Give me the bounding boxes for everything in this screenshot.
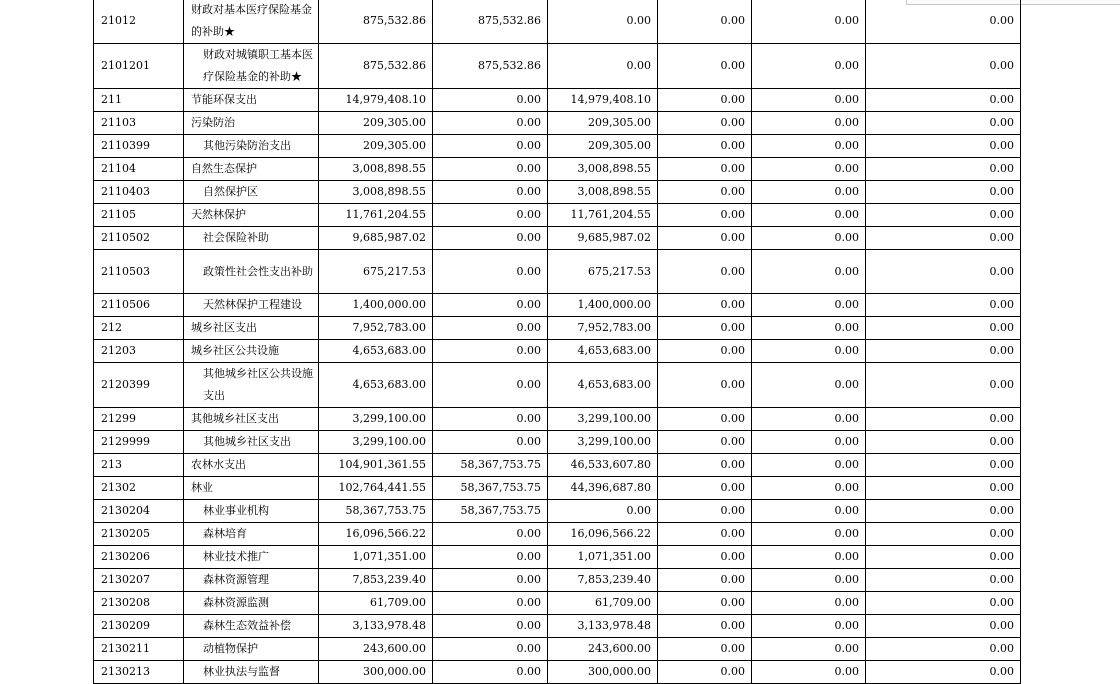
- cell-amount: 44,396,687.80: [548, 477, 658, 500]
- table-row: [94, 477, 1021, 500]
- cell-amount: 0.00: [866, 250, 1021, 294]
- table-row: [94, 250, 1021, 294]
- cell-amount: 0.00: [658, 204, 752, 227]
- cell-amount: 0.00: [752, 158, 866, 181]
- cell-code: 2110502: [94, 227, 184, 250]
- cell-amount: 0.00: [658, 546, 752, 569]
- cell-name: 林业技术推广: [184, 546, 319, 569]
- cell-amount: 0.00: [548, 0, 658, 44]
- table-row: [94, 340, 1021, 363]
- cell-amount: 0.00: [752, 227, 866, 250]
- budget-table: [93, 0, 1021, 684]
- cell-amount: 58,367,753.75: [433, 500, 548, 523]
- cell-amount: 0.00: [866, 569, 1021, 592]
- cell-code: 2130207: [94, 569, 184, 592]
- cell-amount: 0.00: [752, 250, 866, 294]
- cell-amount: 0.00: [866, 615, 1021, 638]
- table-row: [94, 181, 1021, 204]
- table-body: [94, 0, 1021, 684]
- cell-amount: 0.00: [866, 317, 1021, 340]
- cell-name: 林业执法与监督: [184, 661, 319, 684]
- cell-amount: 875,532.86: [319, 44, 433, 89]
- cell-amount: 0.00: [752, 638, 866, 661]
- cell-amount: 0.00: [866, 89, 1021, 112]
- cell-name: 自然生态保护: [184, 158, 319, 181]
- cell-amount: 0.00: [433, 294, 548, 317]
- cell-name: 林业: [184, 477, 319, 500]
- table-row: [94, 546, 1021, 569]
- cell-amount: 0.00: [433, 227, 548, 250]
- cell-amount: 0.00: [752, 592, 866, 615]
- cell-amount: 0.00: [433, 135, 548, 158]
- cell-amount: 0.00: [866, 592, 1021, 615]
- cell-name: 污染防治: [184, 112, 319, 135]
- cell-amount: 0.00: [658, 0, 752, 44]
- table-row: [94, 454, 1021, 477]
- cell-amount: 58,367,753.75: [433, 477, 548, 500]
- cell-amount: 0.00: [752, 454, 866, 477]
- cell-amount: 0.00: [433, 408, 548, 431]
- table-row: [94, 615, 1021, 638]
- table-row: [94, 523, 1021, 546]
- cell-amount: 9,685,987.02: [548, 227, 658, 250]
- cell-code: 21302: [94, 477, 184, 500]
- cell-code: 2110503: [94, 250, 184, 294]
- cell-amount: 0.00: [433, 638, 548, 661]
- cell-name: 自然保护区: [184, 181, 319, 204]
- cell-amount: 0.00: [658, 569, 752, 592]
- cell-amount: 0.00: [433, 615, 548, 638]
- table-row: [94, 112, 1021, 135]
- cell-amount: 14,979,408.10: [548, 89, 658, 112]
- cell-name: 动植物保护: [184, 638, 319, 661]
- cell-amount: 0.00: [658, 408, 752, 431]
- cell-amount: 46,533,607.80: [548, 454, 658, 477]
- cell-amount: 0.00: [752, 477, 866, 500]
- cell-name: 城乡社区公共设施: [184, 340, 319, 363]
- cell-amount: 675,217.53: [548, 250, 658, 294]
- cell-amount: 11,761,204.55: [319, 204, 433, 227]
- cell-amount: 3,008,898.55: [548, 181, 658, 204]
- cell-amount: 0.00: [752, 569, 866, 592]
- cell-amount: 14,979,408.10: [319, 89, 433, 112]
- cell-amount: 4,653,683.00: [548, 363, 658, 408]
- cell-code: 2130209: [94, 615, 184, 638]
- cell-amount: 58,367,753.75: [433, 454, 548, 477]
- cell-name: 财政对城镇职工基本医疗保险基金的补助★: [184, 44, 319, 89]
- table-row: [94, 661, 1021, 684]
- cell-amount: 0.00: [752, 135, 866, 158]
- cell-amount: 0.00: [866, 638, 1021, 661]
- cell-name: 城乡社区支出: [184, 317, 319, 340]
- cell-amount: 0.00: [658, 227, 752, 250]
- cell-amount: 0.00: [658, 158, 752, 181]
- cell-amount: 300,000.00: [319, 661, 433, 684]
- cell-amount: 11,761,204.55: [548, 204, 658, 227]
- cell-amount: 0.00: [866, 363, 1021, 408]
- cell-code: 21203: [94, 340, 184, 363]
- cell-name: 森林资源监测: [184, 592, 319, 615]
- cell-amount: 0.00: [658, 340, 752, 363]
- table-row: [94, 227, 1021, 250]
- table-row: [94, 431, 1021, 454]
- cell-amount: 0.00: [866, 44, 1021, 89]
- cell-amount: 0.00: [752, 340, 866, 363]
- cell-amount: 0.00: [752, 44, 866, 89]
- cell-amount: 0.00: [548, 44, 658, 89]
- cell-amount: 0.00: [752, 546, 866, 569]
- cell-amount: 0.00: [752, 500, 866, 523]
- cell-name: 天然林保护: [184, 204, 319, 227]
- cell-name: 政策性社会性支出补助: [184, 250, 319, 294]
- cell-amount: 0.00: [866, 523, 1021, 546]
- cell-amount: 4,653,683.00: [319, 340, 433, 363]
- cell-amount: 3,008,898.55: [319, 181, 433, 204]
- cell-amount: 0.00: [548, 500, 658, 523]
- cell-name: 其他污染防治支出: [184, 135, 319, 158]
- cell-amount: 1,400,000.00: [319, 294, 433, 317]
- cell-amount: 58,367,753.75: [319, 500, 433, 523]
- cell-amount: 0.00: [658, 181, 752, 204]
- table-row: [94, 500, 1021, 523]
- cell-amount: 0.00: [433, 431, 548, 454]
- cell-amount: 3,133,978.48: [319, 615, 433, 638]
- cell-amount: 0.00: [658, 112, 752, 135]
- cell-amount: 4,653,683.00: [319, 363, 433, 408]
- cell-name: 林业事业机构: [184, 500, 319, 523]
- cell-code: 2110399: [94, 135, 184, 158]
- cell-amount: 0.00: [433, 112, 548, 135]
- cell-code: 213: [94, 454, 184, 477]
- cell-amount: 0.00: [433, 181, 548, 204]
- cell-amount: 9,685,987.02: [319, 227, 433, 250]
- cell-amount: 0.00: [658, 661, 752, 684]
- cell-amount: 0.00: [866, 0, 1021, 44]
- cell-name: 财政对基本医疗保险基金的补助★: [184, 0, 319, 44]
- cell-amount: 0.00: [658, 500, 752, 523]
- table-row: [94, 44, 1021, 89]
- cell-amount: 0.00: [433, 204, 548, 227]
- cell-code: 2130213: [94, 661, 184, 684]
- cell-name: 天然林保护工程建设: [184, 294, 319, 317]
- cell-amount: 0.00: [658, 250, 752, 294]
- cell-amount: 7,853,239.40: [548, 569, 658, 592]
- cell-amount: 0.00: [433, 661, 548, 684]
- cell-amount: 104,901,361.55: [319, 454, 433, 477]
- cell-amount: 0.00: [752, 431, 866, 454]
- cell-amount: 0.00: [752, 294, 866, 317]
- cell-code: 2130204: [94, 500, 184, 523]
- cell-name: 其他城乡社区支出: [184, 408, 319, 431]
- cell-amount: 0.00: [433, 592, 548, 615]
- cell-name: 农林水支出: [184, 454, 319, 477]
- cell-amount: 300,000.00: [548, 661, 658, 684]
- cell-amount: 7,952,783.00: [319, 317, 433, 340]
- cell-name: 森林培育: [184, 523, 319, 546]
- cell-code: 2110403: [94, 181, 184, 204]
- cell-amount: 102,764,441.55: [319, 477, 433, 500]
- cell-code: 2120399: [94, 363, 184, 408]
- cell-amount: 0.00: [866, 546, 1021, 569]
- cell-amount: 0.00: [752, 661, 866, 684]
- table-row: [94, 294, 1021, 317]
- cell-code: 2129999: [94, 431, 184, 454]
- cell-amount: 0.00: [433, 317, 548, 340]
- cell-amount: 209,305.00: [548, 112, 658, 135]
- cell-amount: 7,952,783.00: [548, 317, 658, 340]
- cell-amount: 3,299,100.00: [319, 431, 433, 454]
- cell-code: 2130211: [94, 638, 184, 661]
- cell-name: 森林资源管理: [184, 569, 319, 592]
- cell-amount: 0.00: [658, 135, 752, 158]
- cell-amount: 0.00: [866, 181, 1021, 204]
- cell-amount: 0.00: [866, 294, 1021, 317]
- cell-amount: 0.00: [658, 431, 752, 454]
- cell-amount: 0.00: [866, 158, 1021, 181]
- cell-code: 2130206: [94, 546, 184, 569]
- cell-amount: 0.00: [658, 89, 752, 112]
- table-row: [94, 592, 1021, 615]
- table-row: [94, 363, 1021, 408]
- cell-amount: 0.00: [866, 431, 1021, 454]
- cell-code: 21104: [94, 158, 184, 181]
- cell-amount: 0.00: [752, 523, 866, 546]
- cell-name: 森林生态效益补偿: [184, 615, 319, 638]
- cell-amount: 3,008,898.55: [548, 158, 658, 181]
- cell-amount: 0.00: [658, 477, 752, 500]
- cell-amount: 0.00: [866, 408, 1021, 431]
- cell-amount: 0.00: [433, 250, 548, 294]
- cell-amount: 1,071,351.00: [319, 546, 433, 569]
- cell-amount: 0.00: [658, 44, 752, 89]
- cell-amount: 875,532.86: [433, 0, 548, 44]
- cell-amount: 3,299,100.00: [548, 431, 658, 454]
- cell-amount: 0.00: [433, 340, 548, 363]
- table-row: [94, 158, 1021, 181]
- cell-amount: 3,133,978.48: [548, 615, 658, 638]
- cell-amount: 3,008,898.55: [319, 158, 433, 181]
- cell-amount: 0.00: [752, 408, 866, 431]
- cell-amount: 0.00: [752, 363, 866, 408]
- cell-amount: 16,096,566.22: [319, 523, 433, 546]
- cell-amount: 61,709.00: [548, 592, 658, 615]
- cell-amount: 0.00: [658, 317, 752, 340]
- cell-code: 21103: [94, 112, 184, 135]
- cell-code: 2130208: [94, 592, 184, 615]
- cell-amount: 0.00: [658, 454, 752, 477]
- cell-amount: 0.00: [433, 523, 548, 546]
- cell-amount: 0.00: [866, 340, 1021, 363]
- cell-amount: 0.00: [866, 135, 1021, 158]
- cell-code: 2130205: [94, 523, 184, 546]
- cell-amount: 0.00: [752, 0, 866, 44]
- cell-amount: 0.00: [866, 500, 1021, 523]
- cell-amount: 0.00: [752, 181, 866, 204]
- cell-amount: 0.00: [658, 615, 752, 638]
- cell-amount: 3,299,100.00: [319, 408, 433, 431]
- cell-amount: 0.00: [866, 204, 1021, 227]
- cell-name: 其他城乡社区支出: [184, 431, 319, 454]
- cell-code: 21299: [94, 408, 184, 431]
- cell-code: 212: [94, 317, 184, 340]
- cell-amount: 0.00: [752, 89, 866, 112]
- cell-amount: 7,853,239.40: [319, 569, 433, 592]
- cell-amount: 3,299,100.00: [548, 408, 658, 431]
- cell-amount: 0.00: [658, 294, 752, 317]
- cell-code: 2110506: [94, 294, 184, 317]
- table-row: [94, 408, 1021, 431]
- cell-amount: 209,305.00: [548, 135, 658, 158]
- cell-amount: 675,217.53: [319, 250, 433, 294]
- cell-amount: 0.00: [433, 158, 548, 181]
- cell-amount: 0.00: [866, 661, 1021, 684]
- cell-name: 社会保险补助: [184, 227, 319, 250]
- cell-amount: 1,400,000.00: [548, 294, 658, 317]
- cell-amount: 0.00: [866, 454, 1021, 477]
- cell-amount: 0.00: [658, 363, 752, 408]
- cell-amount: 0.00: [752, 317, 866, 340]
- cell-amount: 875,532.86: [319, 0, 433, 44]
- table-row: [94, 204, 1021, 227]
- cell-amount: 243,600.00: [548, 638, 658, 661]
- cell-code: 211: [94, 89, 184, 112]
- cell-amount: 209,305.00: [319, 135, 433, 158]
- cell-amount: 0.00: [658, 592, 752, 615]
- table-row: [94, 135, 1021, 158]
- cell-amount: 243,600.00: [319, 638, 433, 661]
- table-row: [94, 89, 1021, 112]
- cell-amount: 16,096,566.22: [548, 523, 658, 546]
- cell-amount: 209,305.00: [319, 112, 433, 135]
- cell-code: 2101201: [94, 44, 184, 89]
- cell-amount: 0.00: [866, 477, 1021, 500]
- cell-code: 21012: [94, 0, 184, 44]
- table-row: [94, 317, 1021, 340]
- cell-name: 其他城乡社区公共设施支出: [184, 363, 319, 408]
- cell-amount: 0.00: [433, 363, 548, 408]
- table-row: [94, 638, 1021, 661]
- cell-amount: 0.00: [433, 89, 548, 112]
- cell-amount: 0.00: [866, 112, 1021, 135]
- table-row: [94, 0, 1021, 44]
- cell-amount: 0.00: [658, 523, 752, 546]
- cell-amount: 4,653,683.00: [548, 340, 658, 363]
- cell-amount: 61,709.00: [319, 592, 433, 615]
- cell-amount: 0.00: [433, 546, 548, 569]
- cell-name: 节能环保支出: [184, 89, 319, 112]
- cell-amount: 875,532.86: [433, 44, 548, 89]
- cell-amount: 0.00: [866, 227, 1021, 250]
- cell-amount: 0.00: [433, 569, 548, 592]
- cell-amount: 0.00: [752, 615, 866, 638]
- table-row: [94, 569, 1021, 592]
- cell-amount: 0.00: [658, 638, 752, 661]
- cell-amount: 0.00: [752, 204, 866, 227]
- cell-amount: 0.00: [752, 112, 866, 135]
- cell-amount: 1,071,351.00: [548, 546, 658, 569]
- cell-code: 21105: [94, 204, 184, 227]
